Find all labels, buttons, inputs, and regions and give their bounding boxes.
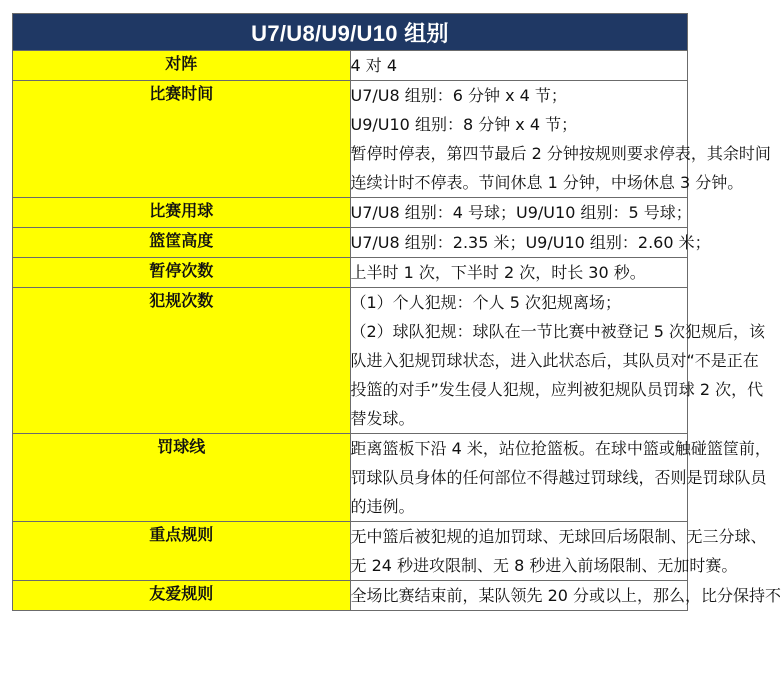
rule-row-game-time [13, 81, 688, 198]
rule-row-hoop-height [13, 228, 688, 258]
rule-row-matchup [13, 51, 688, 81]
rule-value [350, 434, 771, 522]
rule-label: 友爱规则 [13, 581, 351, 611]
rule-value [350, 51, 688, 81]
rule-value-line: 全场比赛结束前，某队领先 20 分或以上，那么，比分保持不 [350, 586, 781, 605]
rule-label: 重点规则 [13, 522, 351, 581]
rule-value-line: 暂停时停表，第四节最后 2 分钟按规则要求停表，其余时间 [350, 144, 771, 163]
rule-label: 比赛用球 [13, 198, 351, 228]
rule-value-line: 罚球队员身体的任何部位不得越过罚球线，否则是罚球队员 [350, 468, 767, 487]
rule-value-line: U9/U10 组别：8 分钟 x 4 节； [350, 115, 578, 134]
rule-row-timeouts [13, 258, 688, 288]
rules-table [12, 13, 781, 611]
rule-row-foul-count [13, 288, 688, 434]
rule-value-line: U7/U8 组别：6 分钟 x 4 节； [350, 86, 567, 105]
rule-value-line: （1）个人犯规：个人 5 次犯规离场； [350, 293, 622, 312]
rule-value [350, 81, 771, 198]
rule-value-line: U7/U8 组别：2.35 米；U9/U10 组别：2.60 米； [350, 233, 711, 252]
rule-row-game-ball [13, 198, 688, 228]
rule-value [350, 198, 692, 228]
rule-value-line: 投篮的对手”发生侵人犯规，应判被犯规队员罚球 2 次，代 [350, 380, 764, 399]
rule-label: 暂停次数 [13, 258, 351, 288]
rule-value-line: 队进入犯规罚球状态，进入此状态后，其队员对“不是正在 [350, 351, 759, 370]
rule-value-line: （2）球队犯规：球队在一节比赛中被登记 5 次犯规后，该 [350, 322, 766, 341]
rule-label: 罚球线 [13, 434, 351, 522]
rule-value-line: 连续计时不停表。节间休息 1 分钟，中场休息 3 分钟。 [350, 173, 744, 192]
rule-label: 对阵 [13, 51, 351, 81]
rule-value [350, 522, 767, 581]
rule-row-key-rules [13, 522, 688, 581]
table-title: U7/U8/U9/U10 组别 [13, 14, 688, 51]
rule-value [350, 581, 781, 611]
title-row [13, 14, 688, 51]
rule-value-line: U7/U8 组别：4 号球；U9/U10 组别：5 号球； [350, 203, 692, 222]
rule-value-line: 的违例。 [350, 497, 415, 516]
rule-label: 比赛时间 [13, 81, 351, 198]
rule-value-line: 上半时 1 次，下半时 2 次，时长 30 秒。 [350, 263, 646, 282]
rules-sheet [12, 13, 781, 688]
rule-value-line: 4 对 4 [350, 56, 398, 75]
rule-label: 篮筐高度 [13, 228, 351, 258]
rule-row-friendship-rules [13, 581, 688, 611]
rule-label: 犯规次数 [13, 288, 351, 434]
rule-value-line: 无中篮后被犯规的追加罚球、无球回后场限制、无三分球、 [350, 527, 767, 546]
rule-value-line: 替发球。 [350, 409, 415, 428]
rule-value [350, 258, 688, 288]
rule-value [350, 228, 711, 258]
rule-value [350, 288, 766, 434]
rule-value-line: 无 24 秒进攻限制、无 8 秒进入前场限制、无加时赛。 [350, 556, 738, 575]
rule-row-free-throw-line [13, 434, 688, 522]
rule-value-line: 距离篮板下沿 4 米，站位抢篮板。在球中篮或触碰篮筐前， [350, 439, 771, 458]
